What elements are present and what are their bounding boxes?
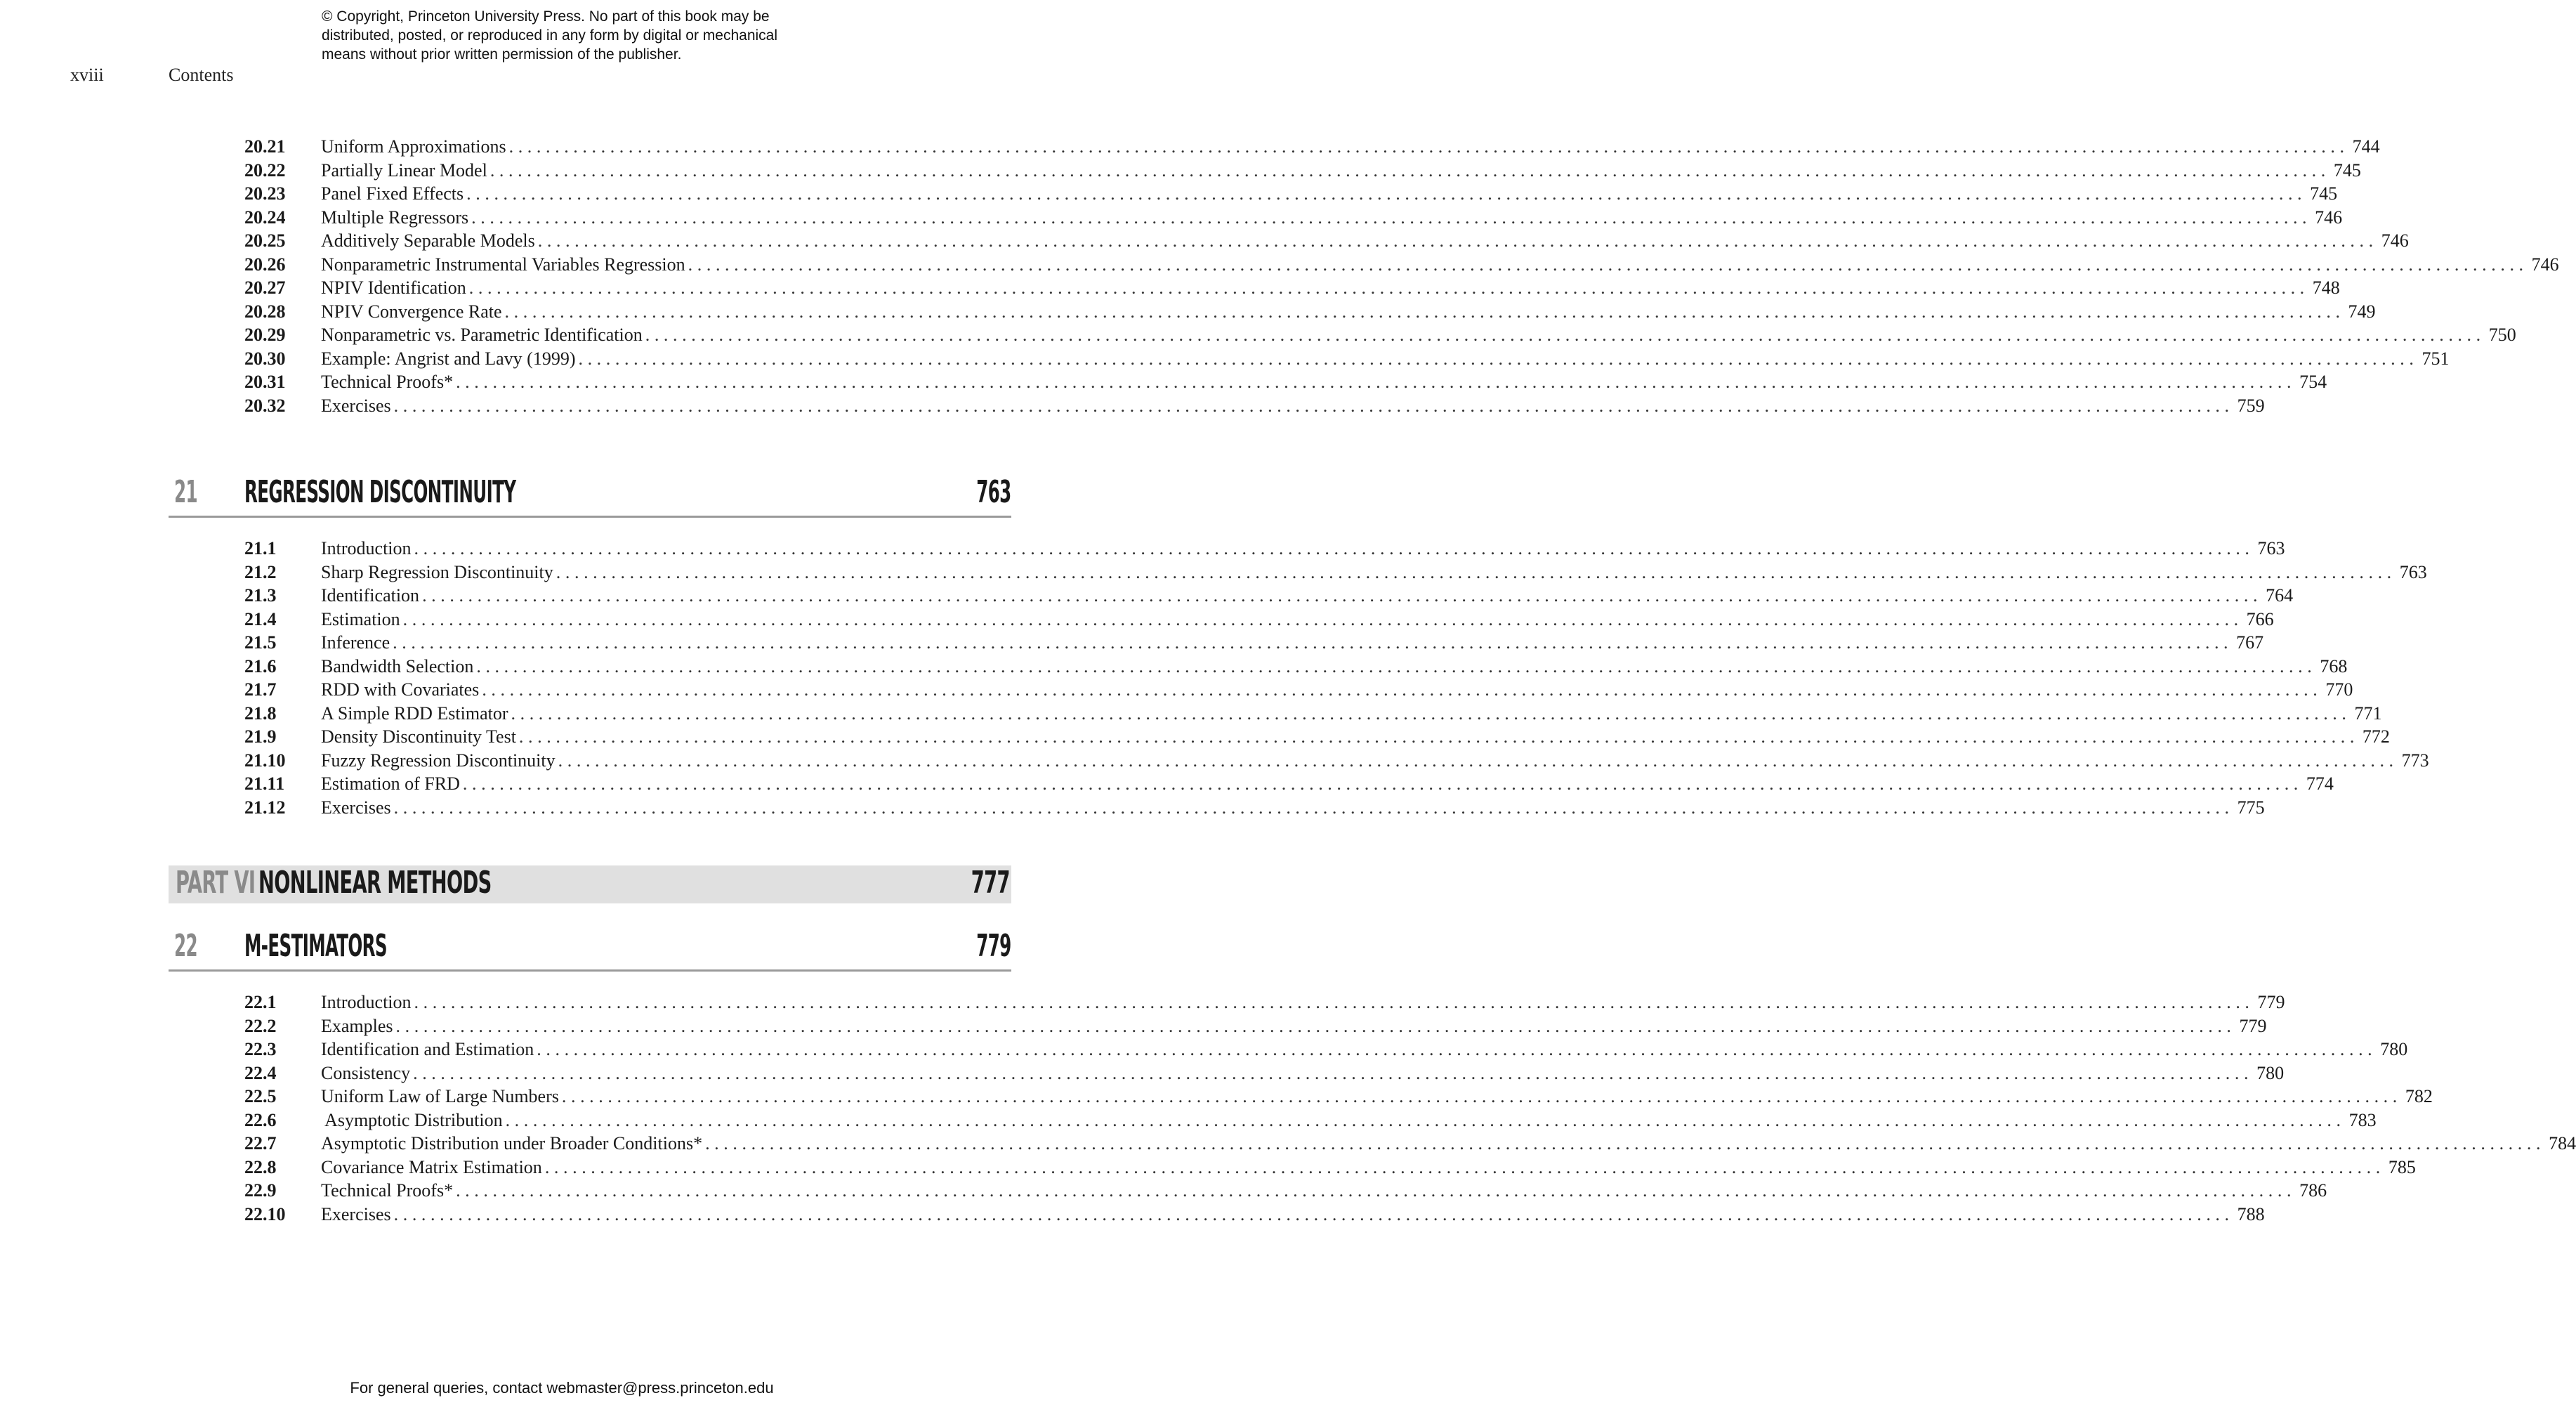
toc-entry-title: Identification and Estimation [321,1039,534,1059]
toc-entry-number: 20.27 [244,277,286,298]
toc-entry-title: Sharp Regression Discontinuity [321,561,553,582]
toc-entry-title: Uniform Law of Large Numbers [321,1086,559,1106]
toc-entry-page: 772 [2362,726,2390,747]
toc-list-chapter-22 [244,992,2576,1227]
toc-entry-title: Technical Proofs* [321,1180,454,1201]
toc-entry-page: 745 [2333,159,2361,181]
copyright-line: © Copyright, Princeton University Press. No part of this book may be [322,8,770,25]
toc-entry [244,1086,2433,1110]
dot-leader: ........................................................................................................................................................................................................ [558,750,2398,771]
toc-entry [244,325,2516,348]
chapter-page: 763 [976,474,1011,510]
toc-entry [244,1180,2327,1204]
chapter-22-heading [169,924,1011,972]
part-label: PART VI [176,865,256,901]
dot-leader: ........................................................................................................................................................................................................ [556,561,2396,582]
dot-leader: ........................................................................................................................................................................................................ [393,632,2233,653]
toc-entry-page: 785 [2388,1156,2416,1177]
toc-entry-title: Partially Linear Model [321,159,487,181]
dot-leader: ........................................................................................................................................................................................................ [402,608,2243,629]
toc-entry-page: 749 [2348,301,2376,322]
dot-leader: ........................................................................................................................................................................................................ [688,254,2528,275]
copyright-line: distributed, posted, or reproduced in any form by digital or mechanical [322,27,778,44]
toc-entry-title: Identification [321,585,420,606]
toc-entry-page: 786 [2299,1180,2327,1201]
dot-leader: ........................................................................................................................................................................................................ [505,1109,2346,1130]
toc-entry-page: 768 [2320,655,2348,677]
toc-entry-number: 21.9 [244,726,277,747]
toc-entry-page: 779 [2257,992,2285,1012]
toc-entry-title: Estimation of FRD [321,773,460,794]
dot-leader: ........................................................................................................................................................................................................ [645,325,2485,345]
toc-entry-title: Panel Fixed Effects [321,183,464,204]
toc-entry-number: 22.2 [244,1015,277,1036]
toc-entry-page: 775 [2237,797,2265,818]
part-title: NONLINEAR METHODS [258,865,492,901]
dot-leader: ........................................................................................................................................................................................................ [705,1133,2546,1154]
chapter-title: REGRESSION DISCONTINUITY [244,474,516,510]
dot-leader: ........................................................................................................................................................................................................ [456,1180,2296,1201]
toc-entry-page: 750 [2488,325,2516,345]
toc-entry-number: 20.29 [244,325,286,345]
toc-entry-page: 779 [2239,1015,2267,1036]
toc-entry [244,538,2285,562]
dot-leader: ........................................................................................................................................................................................................ [482,679,2322,700]
toc-entry [244,254,2559,278]
toc-entry [244,277,2340,301]
toc-entry [244,183,2338,207]
toc-entry-number: 21.1 [244,538,277,558]
toc-entry-page: 754 [2299,372,2327,392]
chapter-number: 21 [174,474,197,510]
toc-entry-page: 782 [2405,1086,2433,1106]
toc-entry-number: 21.5 [244,632,277,653]
toc-entry-number: 22.7 [244,1133,277,1154]
toc-entry [244,992,2285,1016]
toc-entry-title: Asymptotic Distribution [321,1109,503,1130]
toc-entry-page: 767 [2236,632,2264,653]
toc-entry-page: 780 [2380,1039,2408,1059]
toc-entry-number: 22.9 [244,1180,277,1201]
toc-entry-title: Inference [321,632,390,653]
toc-entry-page: 744 [2352,136,2380,157]
toc-entry-title: Exercises [321,395,391,416]
toc-entry-title: Exercises [321,1203,391,1224]
dot-leader: ........................................................................................................................................................................................................ [462,773,2303,794]
toc-entry-page: 745 [2310,183,2338,204]
toc-entry-page: 784 [2549,1133,2576,1154]
toc-entry-title: Uniform Approximations [321,136,506,157]
toc-entry [244,655,2348,680]
toc-entry-number: 22.10 [244,1203,286,1224]
chapter-title: M-ESTIMATORS [244,928,387,964]
toc-entry-number: 20.21 [244,136,286,157]
toc-entry-title: Introduction [321,538,412,558]
toc-entry [244,207,2343,231]
toc-entry-number: 21.7 [244,679,277,700]
toc-entry [244,395,2265,419]
toc-entry-title: RDD with Covariates [321,679,480,700]
toc-entry-title: Bandwidth Selection [321,655,474,677]
toc-entry-title: Asymptotic Distribution under Broader Conditions* [321,1133,703,1154]
toc-entry-page: 770 [2325,679,2353,700]
toc-entry-page: 759 [2237,395,2265,416]
toc-entry [244,561,2427,586]
toc-entry-number: 21.6 [244,655,277,677]
dot-leader: ........................................................................................................................................................................................................ [393,797,2234,818]
running-head-title: Contents [169,65,234,85]
toc-entry-number: 20.32 [244,395,286,416]
toc-entry-page: 788 [2237,1203,2265,1224]
footer-contact: For general queries, contact webmaster@press.princeton.edu [350,1379,774,1397]
toc-entry-number: 21.8 [244,702,277,724]
toc-entry-title: Fuzzy Regression Discontinuity [321,750,556,771]
toc-entry [244,797,2265,821]
toc-entry-number: 22.8 [244,1156,277,1177]
dot-leader: ........................................................................................................................................................................................................ [489,159,2330,181]
dot-leader: ........................................................................................................................................................................................................ [395,1015,2236,1036]
dot-leader: ........................................................................................................................................................................................................ [544,1156,2385,1177]
dot-leader: ........................................................................................................................................................................................................ [511,702,2351,724]
toc-entry-number: 22.6 [244,1109,277,1130]
toc-entry-title: Density Discontinuity Test [321,726,516,747]
toc-entry [244,1039,2408,1063]
toc-entry-page: 773 [2401,750,2429,771]
chapter-21-heading [169,471,1011,518]
toc-entry-number: 22.4 [244,1062,277,1083]
copyright-line: means without prior written permission of the publisher. [322,46,682,63]
toc-entry-number: 20.22 [244,159,286,181]
copyright-notice [322,7,855,64]
toc-entry-number: 21.3 [244,585,277,606]
dot-leader: ........................................................................................................................................................................................................ [456,372,2296,392]
toc-entry [244,230,2409,254]
toc-entry [244,608,2274,633]
toc-entry-number: 22.5 [244,1086,277,1106]
toc-entry [244,585,2294,609]
chapter-number: 22 [174,928,197,964]
toc-entry-title: Additively Separable Models [321,230,535,251]
dot-leader: ........................................................................................................................................................................................................ [561,1086,2402,1106]
toc-entry-title: Nonparametric Instrumental Variables Regression [321,254,685,275]
toc-entry-page: 746 [2315,207,2343,228]
toc-entry-page: 748 [2312,277,2340,298]
dot-leader: ........................................................................................................................................................................................................ [414,538,2254,558]
toc-entry-title: Multiple Regressors [321,207,469,228]
toc-entry [244,726,2390,750]
toc-entry-number: 22.1 [244,992,277,1012]
toc-entry-title: Technical Proofs* [321,372,454,392]
toc-entry [244,1156,2416,1181]
toc-entry [244,372,2327,396]
toc-entry [244,679,2353,703]
dot-leader: ........................................................................................................................................................................................................ [476,655,2317,677]
dot-leader: ........................................................................................................................................................................................................ [468,277,2309,298]
toc-entry-number: 20.23 [244,183,286,204]
toc-entry-number: 20.30 [244,348,286,369]
toc-entry-number: 20.24 [244,207,286,228]
toc-entry-number: 21.11 [244,773,285,794]
toc-entry-title: Exercises [321,797,391,818]
toc-entry-number: 21.4 [244,608,277,629]
toc-entry [244,159,2361,184]
dot-leader: ........................................................................................................................................................................................................ [578,348,2419,369]
toc-entry-page: 766 [2246,608,2274,629]
toc-entry-page: 746 [2531,254,2559,275]
toc-entry-page: 780 [2256,1062,2285,1083]
toc-entry [244,1133,2576,1157]
toc-entry-title: Nonparametric vs. Parametric Identification [321,325,643,345]
toc-entry-title: Consistency [321,1062,411,1083]
dot-leader: ........................................................................................................................................................................................................ [422,585,2263,606]
toc-entry [244,702,2382,727]
toc-entry-page: 751 [2421,348,2450,369]
toc-entry [244,632,2264,656]
toc-entry-title: Covariance Matrix Estimation [321,1156,542,1177]
toc-entry-page: 774 [2306,773,2334,794]
toc-entry-title: Estimation [321,608,400,629]
dot-leader: ........................................................................................................................................................................................................ [393,1203,2234,1224]
dot-leader: ........................................................................................................................................................................................................ [518,726,2359,747]
toc-entry-title: Examples [321,1015,393,1036]
chapter-page: 779 [976,928,1011,964]
dot-leader: ........................................................................................................................................................................................................ [508,136,2349,157]
toc-entry-page: 763 [2257,538,2285,558]
dot-leader: ........................................................................................................................................................................................................ [471,207,2312,228]
toc-entry [244,136,2380,160]
toc-entry-page: 763 [2399,561,2427,582]
toc-entry-number: 20.28 [244,301,286,322]
dot-leader: ........................................................................................................................................................................................................ [393,395,2234,416]
toc-entry [244,773,2334,797]
toc-entry-number: 21.2 [244,561,277,582]
dot-leader: ........................................................................................................................................................................................................ [537,1039,2377,1059]
toc-entry-number: 20.31 [244,372,286,392]
toc-entry [244,301,2376,325]
toc-entry-title: Example: Angrist and Lavy (1999) [321,348,576,369]
toc-entry-page: 771 [2354,702,2382,724]
toc-entry [244,1015,2267,1040]
toc-list-chapter-21 [244,538,2429,821]
toc-entry-title: NPIV Convergence Rate [321,301,502,322]
toc-entry-number: 21.12 [244,797,286,818]
toc-entry-number: 20.26 [244,254,286,275]
toc-entry [244,1203,2265,1228]
toc-entry-page: 783 [2348,1109,2377,1130]
toc-entry-number: 22.3 [244,1039,277,1059]
page-numeral: xviii [70,65,104,85]
toc-entry-title: Introduction [321,992,412,1012]
dot-leader: ........................................................................................................................................................................................................ [414,992,2254,1012]
toc-entry [244,1062,2285,1087]
toc-entry [244,348,2450,372]
toc-entry-number: 21.10 [244,750,286,771]
toc-list-chapter-20 [244,136,2559,419]
toc-entry [244,750,2429,774]
dot-leader: ........................................................................................................................................................................................................ [466,183,2307,204]
dot-leader: ........................................................................................................................................................................................................ [504,301,2345,322]
dot-leader: ........................................................................................................................................................................................................ [413,1062,2254,1083]
part-6-banner [169,865,1011,903]
toc-entry-title: NPIV Identification [321,277,466,298]
toc-entry-number: 20.25 [244,230,286,251]
toc-entry-page: 764 [2266,585,2294,606]
toc-entry-title: A Simple RDD Estimator [321,702,508,724]
dot-leader: ........................................................................................................................................................................................................ [537,230,2378,251]
toc-entry [244,1109,2377,1134]
part-page: 777 [971,865,1010,901]
toc-entry-page: 746 [2381,230,2409,251]
